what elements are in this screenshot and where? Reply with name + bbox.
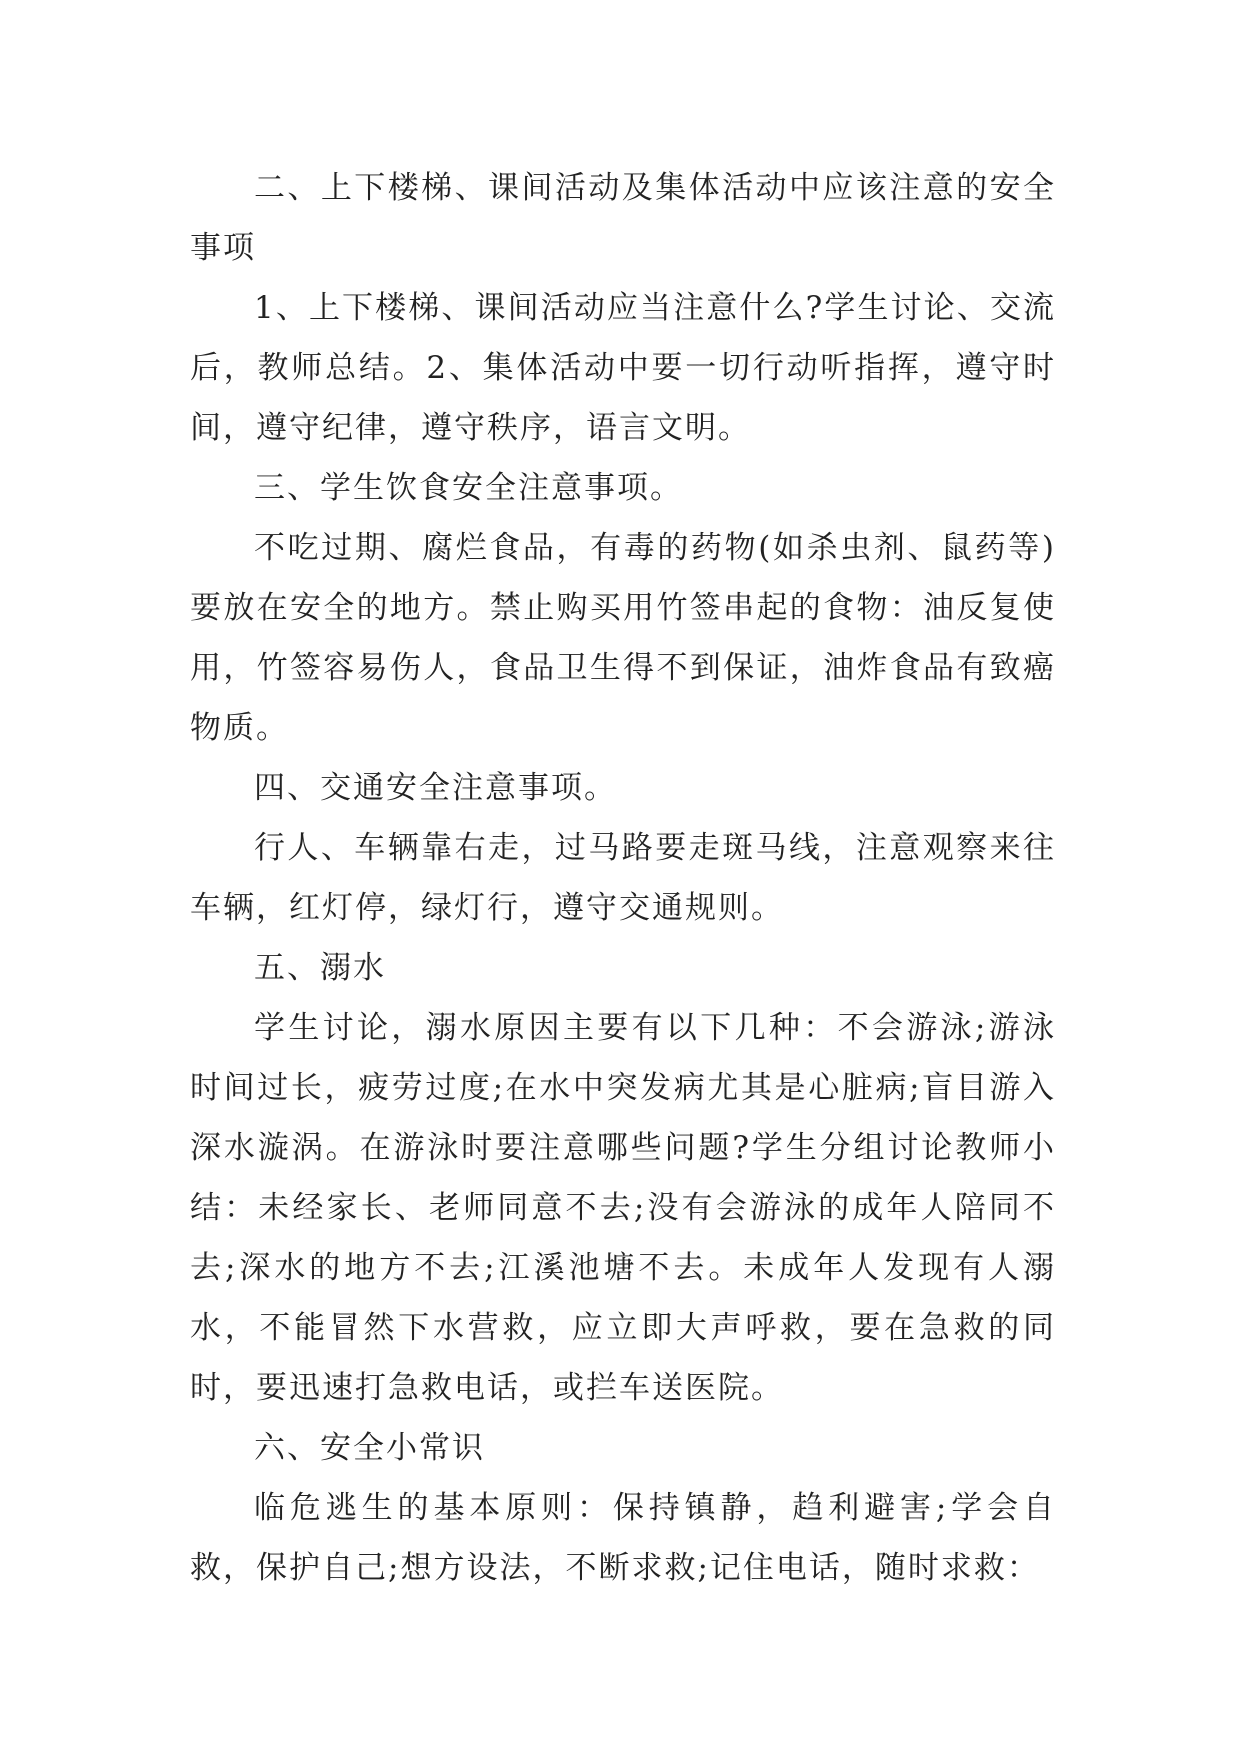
section-heading-food-safety: 三、学生饮食安全注意事项。 bbox=[254, 470, 683, 506]
document-body bbox=[190, 158, 1056, 1598]
paragraph-food-safety: 不吃过期、腐烂食品，有毒的药物(如杀虫剂、鼠药等)要放在安全的地方。禁止购买用竹签串起的食物：油反复使用，竹签容易伤人，食品卫生得不到保证，油炸食品有致癌物质。 bbox=[190, 530, 1056, 746]
section-heading-traffic-safety: 四、交通安全注意事项。 bbox=[254, 770, 617, 806]
paragraph-drowning: 学生讨论，溺水原因主要有以下几种：不会游泳;游泳时间过长，疲劳过度;在水中突发病尤其是心脏病;盲目游入深水漩涡。在游泳时要注意哪些问题?学生分组讨论教师小结：未经家长、老师同意不去;没有会游泳的成年人陪同不去;深水的地方不去;江溪池塘不去。未成年人发现有人溺水，不能冒然下水营救，应立即大声呼救，要在急救的同时，要迅速打急救电话，或拦车送医院。 bbox=[190, 1010, 1056, 1406]
section-heading-drowning: 五、溺水 bbox=[254, 950, 386, 986]
section-heading-safety-tips: 六、安全小常识 bbox=[254, 1430, 485, 1466]
paragraph-safety-tips: 临危逃生的基本原则：保持镇静，趋利避害;学会自救，保护自己;想方设法，不断求救;记住电话，随时求救： bbox=[190, 1490, 1056, 1586]
paragraph-stairs-activities: 1、上下楼梯、课间活动应当注意什么?学生讨论、交流后，教师总结。2、集体活动中要一切行动听指挥，遵守时间，遵守纪律，遵守秩序，语言文明。 bbox=[190, 290, 1056, 446]
paragraph-traffic-safety: 行人、车辆靠右走，过马路要走斑马线，注意观察来往车辆，红灯停，绿灯行，遵守交通规则。 bbox=[190, 830, 1056, 926]
section-heading-stairs-activities: 二、上下楼梯、课间活动及集体活动中应该注意的安全事项 bbox=[190, 170, 1056, 266]
